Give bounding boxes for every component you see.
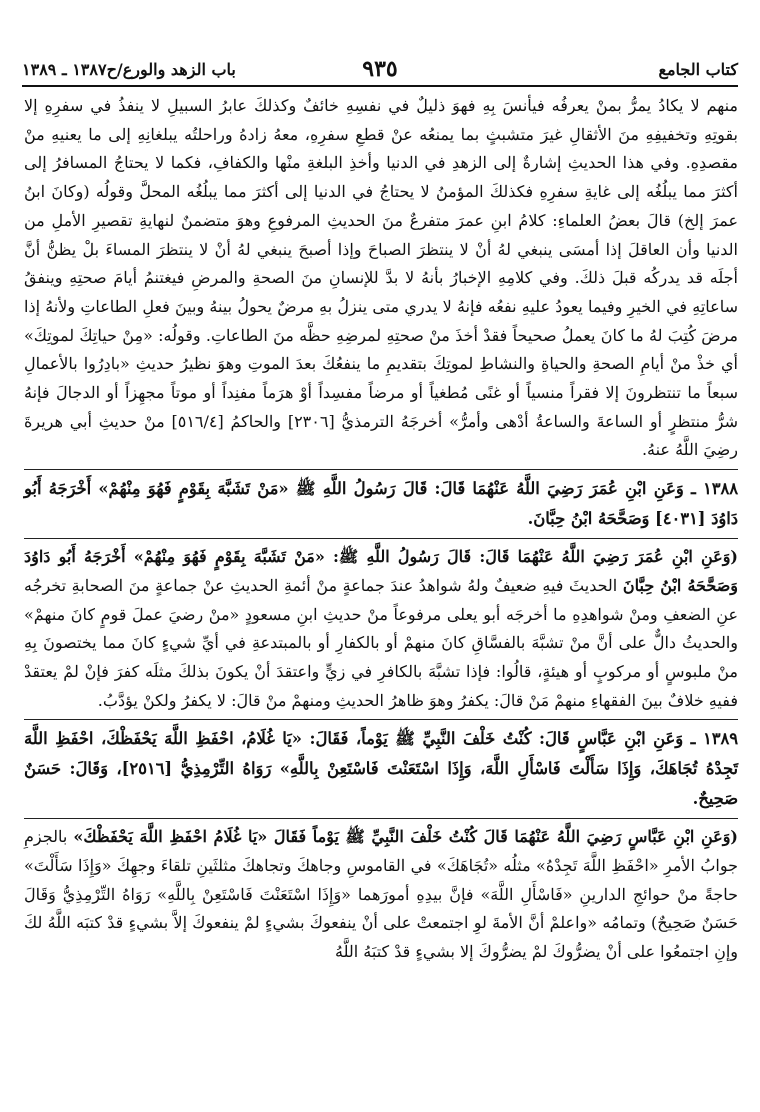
commentary-text: بالجزمِ جوابُ الأمرِ «احْفَظِ اللَّهَ تَجِدْهُ» مثلُه «تُجَاهَكَ» في القاموسِ وجاهكَ وتجاهكَ مثلثَينِ تلقاءَ وجهِكَ «وَإِذَا سَأَلْتَ» حاجةً منْ حوائجِ الدارينِ «فَاسْأَلِ اللَّهَ» فإنَّ بيدِهِ أمورَهما «وَإِذَا اسْتَعَنْتَ فَاسْتَعِنْ بِاللَّهِ» رَوَاهُ التِّرْمِذِيُّ وَقَالَ حَسَنٌ صَحِيحٌ) وتمامُه «واعلمْ أنَّ الأمةَ لوِ اجتمعتْ على أنْ ينفعوكَ بشيءٍ لمْ ينفعوكَ إلاَّ بشيءٍ قدْ كتبَه اللَّهُ لكَ وإنِ اجتمعُوا على أنْ يضرُّوكَ لمْ يضرُّوكَ إلا بشيءٍ قدْ كتبَهُ اللَّهُ: [24, 827, 739, 962]
section-divider: [24, 818, 738, 819]
commentary-paragraph: [24, 543, 738, 715]
header-rule: [22, 85, 738, 87]
chapter-reference: باب الزهد والورع/ح١٣٨٧ ـ ١٣٨٩: [22, 59, 236, 79]
commentary-paragraph: [24, 823, 738, 967]
quoted-hadith-lead: (وَعَنِ ابْنِ عُمَرَ رَضِيَ اللَّهُ عَنْهُمَا قَالَ: قَالَ رَسُولُ اللَّهِ ﷺ: «مَنْ تَشَبَّهَ بِقَوْمٍ فَهُوَ مِنْهُمْ» أَخْرَجَهُ أَبُو دَاوُدَ وَصَحَّحَهُ ابْنُ حِبَّانَ: [24, 547, 739, 595]
hadith-1389: ١٣٨٩ ـ وَعَنِ ابْنِ عَبَّاسٍ قَالَ: كُنْتُ خَلْفَ النَّبِيِّ ﷺ يَوْماً، فَقَالَ: «يَا غُلَامُ، احْفَظِ اللَّهَ يَحْفَظْكَ، احْفَظِ اللَّهَ تَجِدْهُ تُجَاهَكَ، وَإِذَا سَأَلْتَ فَاسْأَلِ اللَّهَ، وَإِذَا اسْتَعَنْتَ فَاسْتَعِنْ بِاللَّهِ» رَوَاهُ التِّرْمِذِيُّ [٢٥١٦]، وَقَالَ: حَسَنٌ صَحِيحٌ.: [24, 729, 738, 809]
hadith-1388: ١٣٨٨ ـ وَعَنِ ابْنِ عُمَرَ رَضِيَ اللَّهُ عَنْهُمَا قَالَ: قَالَ رَسُولُ اللَّهِ ﷺ «مَنْ تَشَبَّهَ بِقَوْمٍ فَهُوَ مِنْهُمْ» أَخْرَجَهُ أَبُو دَاوُدَ [٤٠٣١] وَصَحَّحَهُ ابْنُ حِبَّانَ.: [24, 479, 738, 529]
commentary-text: منهم لا يكادُ يمرُّ بمنْ يعرفُه فيأنسَ بِهِ فهوَ ذليلٌ في نفسِهِ خائفٌ وكذلكَ عابرُ السبيلِ لا ينفذُ في سفرِهِ إلا بقوتِهِ وتخفيفِهِ منَ الأثقالِ غيرَ متشبثٍ بما يمنعُه عنْ قطعِ سفرِهِ، معهُ زادهُ وراحلتُه يبلغانِهِ إلى ما يعنيهِ منْ مقصدِهِ. وفي هذا الحديثِ إشارةٌ إلى الزهدِ في الدنيا وأخذِ البلغةِ منْها والكفافِ، فكما لا يحتاجُ المسافرُ إلى أكثرَ مما يبلُغُه إلى غايةِ سفرِهِ فكذلكَ المؤمنُ لا يحتاجُ في الدنيا إلى أكثرَ مما يبلُغُه المحلَّ وقولُه (وكانَ ابنُ عمرَ إلخ) قالَ بعضُ العلماءِ: كلامُ ابنِ عمرَ متفرعٌ منَ الحديثِ المرفوعِ وهوَ متضمنٌ لنهايةِ تقصيرِ الأملِ من الدنيا وأن العاقلَ إذا أمسَى ينبغي لهُ أنْ لا ينتظرَ الصباحَ وإذا أصبحَ ينبغي لهُ أنْ لا ينتظرَ المساءَ بلْ يظنُّ أنَّ أجلَه قد يدركُه قبلَ ذلكَ. وفي كلامِهِ الإخبارُ بأنهُ لا بدَّ للإنسانِ منَ الصحةِ والمرضِ فيغتنمُ أيامَ صحتِهِ وينفقُ ساعاتِهِ في الخيرِ وفيما يعودُ عليهِ نفعُه فإنهُ لا يدري متى ينزلُ بهِ مرضٌ يحولُ بينهُ وبينَ فعلِ الطاعاتِ ولأنهُ إذا مرضَ كُتِبَ لهُ ما كانَ يعملُ صحيحاً فقدْ أخذَ منْ صحتِهِ لمرضِهِ حظَّه منَ الطاعاتِ. وقولُه: «مِنْ حياتِكَ لموتِكَ» أي خذْ منْ أيامِ الصحةِ والحياةِ والنشاطِ لموتِكَ بتقديمِ ما ينفعُكَ بعدَ الموتِ وهوَ نظيرُ حديثِ «بادِرُوا بالأعمالِ سبعاً ما تنتظرونَ إلا فقراً منسياً أو غنًى مُطغياً أو مرضاً مفسِداً أوْ هرَماً مفنِداً أو موتاً مجهِزاً أو الدجالَ فإنهُ شرُّ منتظرٍ أو الساعةَ والساعةُ أدْهى وأمرُّ» أخرجَهُ الترمذيُّ [٢٣٠٦] والحاكمُ [٥١٦/٤] منْ حديثِ أبي هريرةَ رضِيَ اللَّهُ عنهُ.: [24, 96, 739, 460]
commentary-text: الحديثَ فيهِ ضعيفٌ ولهُ شواهدُ عندَ جماعةٍ منْ أئمةِ الحديثِ عنْ جماعةٍ منَ الصحابةِ تخرجُه عنِ الضعفِ ومنْ شواهدِهِ ما أخرجَه أبو يعلى مرفوعاً منْ حديثِ ابنِ مسعودٍ «منْ رضيَ عملَ قومٍ كانَ منهمْ» والحديثُ دالٌّ على أنَّ منْ تشبَّهَ بالفسَّاقِ كانَ منهمْ أو بالكفارِ أو بالمبتدعةِ في أيِّ شيءٍ كانَ مما يختصونَ بِهِ منْ ملبوسٍ أو مركوبٍ أو هيئةٍ، قالُوا: فإذا تشبَّهَ بالكافرِ في زيٍّ واعتقدَ أنْ يكونَ بذلكَ مثلَه كفرَ فإنْ لمْ يعتقدْ ففيهِ خلافٌ بينَ الفقهاءِ منهمْ مَنْ قالَ: يكفرُ وهوَ ظاهرُ الحديثِ ومنهمْ منْ قالَ: لا يكفرُ ولكنْ يؤدَّبُ.: [24, 575, 739, 710]
quoted-hadith-lead: (وَعَنِ ابْنِ عَبَّاسٍ رَضِيَ اللَّهُ عَنْهُمَا قَالَ كُنْتُ خَلْفَ النَّبِيِّ ﷺ يَوْماً فَقَالَ «يَا غُلَامُ احْفَظِ اللَّهَ يَحْفَظْكَ»: [73, 827, 739, 847]
section-divider: [24, 538, 738, 539]
book-title: كتاب الجامع: [658, 59, 738, 79]
page-body: [24, 92, 738, 1106]
page-number: ٩٣٥: [362, 56, 398, 82]
section-divider: [24, 469, 738, 470]
commentary-paragraph: [24, 92, 738, 465]
section-divider: [24, 719, 738, 720]
page-header: [22, 54, 738, 84]
